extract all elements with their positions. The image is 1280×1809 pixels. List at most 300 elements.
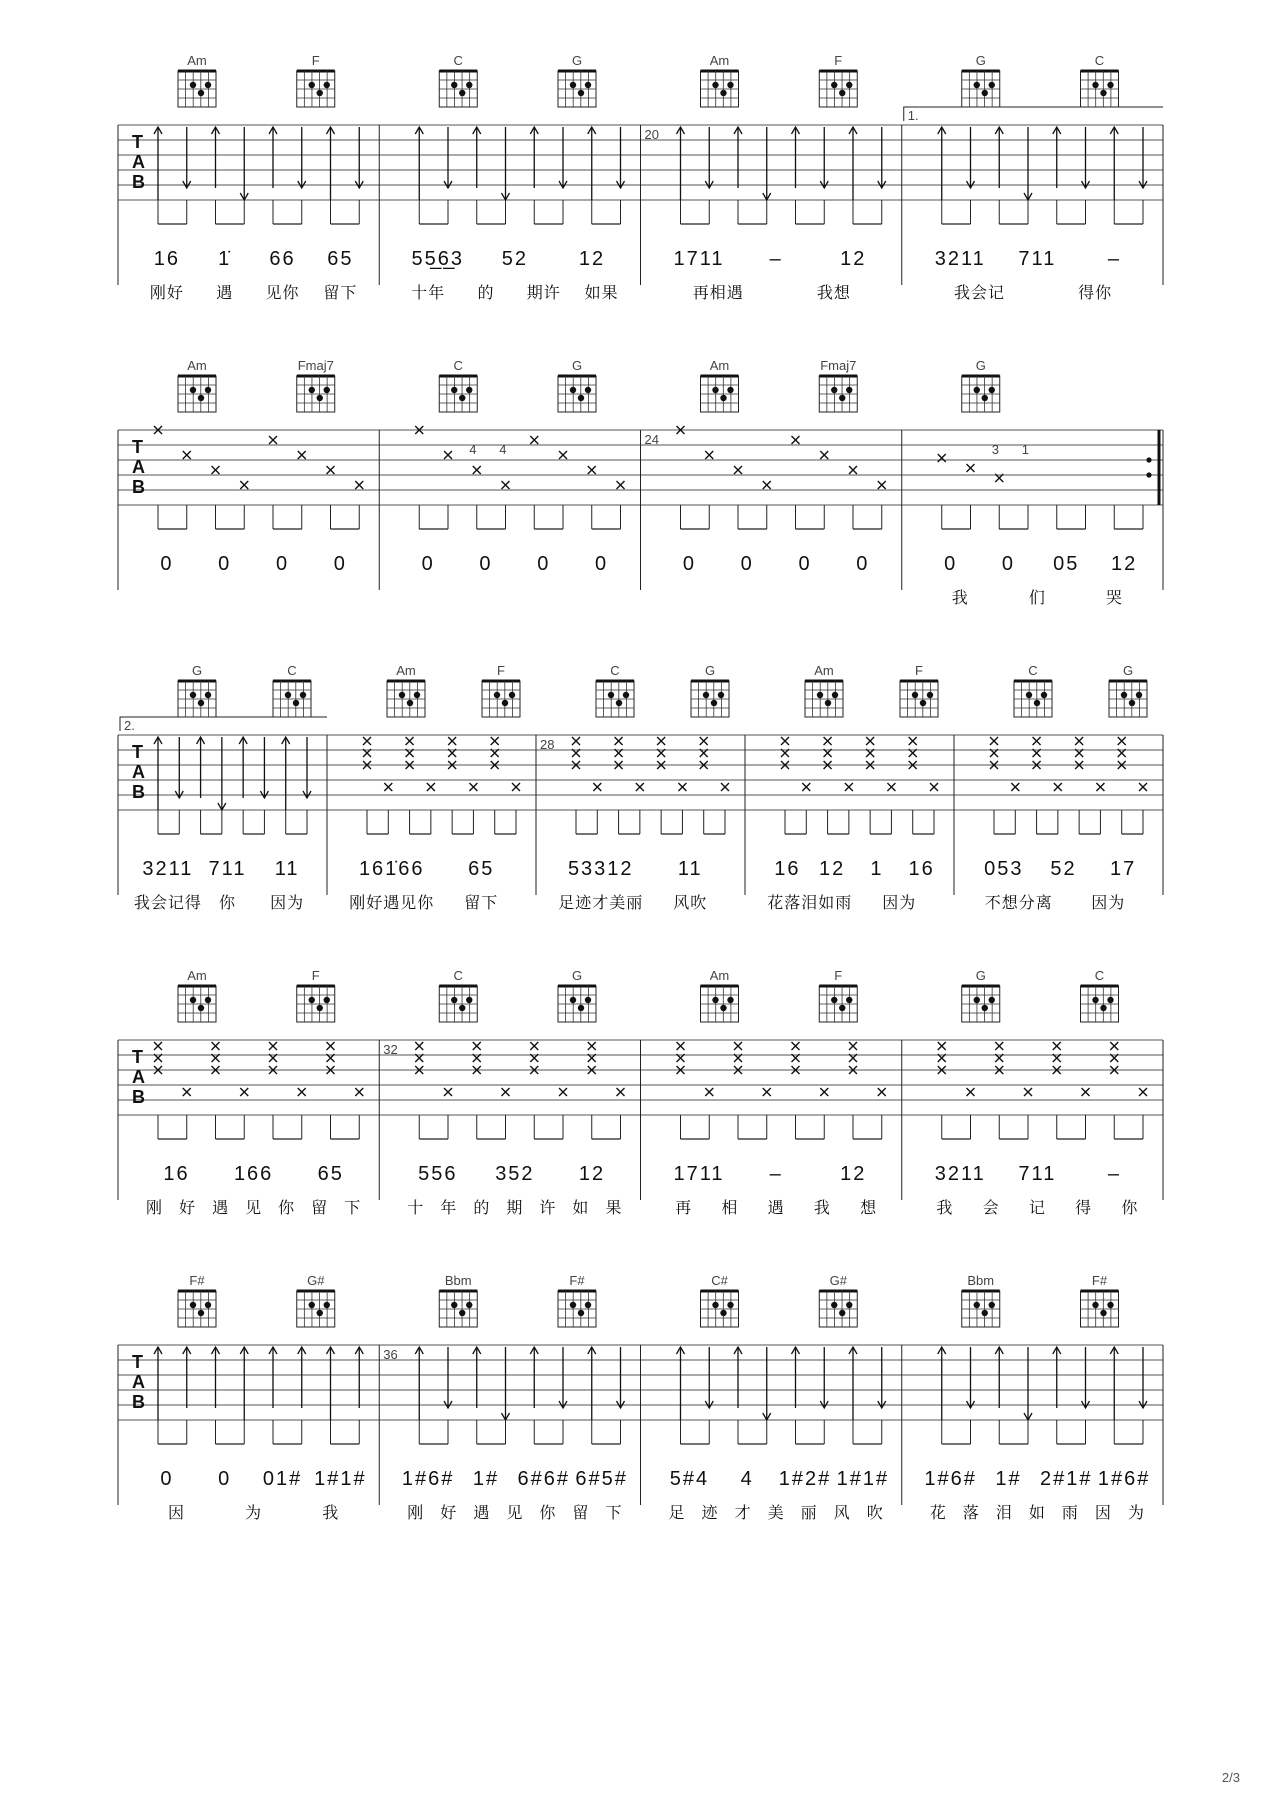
chord-dot bbox=[190, 1302, 196, 1308]
notation-group: 0 bbox=[160, 553, 174, 575]
pick-mark bbox=[588, 466, 596, 474]
chord-dot bbox=[324, 387, 330, 393]
chord-dot bbox=[1136, 692, 1142, 698]
mute-mark bbox=[849, 1042, 857, 1050]
mute-mark bbox=[1118, 737, 1126, 745]
chord-name: Am bbox=[187, 968, 207, 983]
chord-dot bbox=[912, 692, 918, 698]
notation-group: 0 bbox=[856, 553, 870, 575]
chord-dot bbox=[982, 395, 988, 401]
notation-group: 0 bbox=[333, 553, 347, 575]
chord-diagram bbox=[596, 681, 634, 717]
chord-dot bbox=[1107, 1302, 1113, 1308]
notation-group: 65 bbox=[468, 858, 495, 880]
tab-clef-letter: T bbox=[132, 1047, 143, 1067]
lyric: 因为 bbox=[1091, 895, 1126, 912]
notation-group: 1 bbox=[870, 858, 884, 880]
notation-group: 1#6# bbox=[1097, 1468, 1151, 1490]
mute-mark bbox=[572, 737, 580, 745]
chord-dot bbox=[309, 997, 315, 1003]
lyric: 迹 bbox=[701, 1505, 719, 1522]
mute-mark bbox=[930, 783, 938, 791]
chord-name: G bbox=[1122, 663, 1134, 678]
chord-diagram bbox=[297, 1291, 335, 1327]
chord-dot bbox=[317, 90, 323, 96]
mute-mark bbox=[593, 783, 601, 791]
lyric: 哭 bbox=[1105, 590, 1123, 607]
mute-mark bbox=[657, 737, 665, 745]
lyric: 下 bbox=[605, 1505, 623, 1522]
lyric: 不想分离 bbox=[984, 895, 1053, 912]
lyric: 风 bbox=[833, 1505, 851, 1522]
chord-dot bbox=[578, 1310, 584, 1316]
chord-name: C bbox=[453, 358, 463, 373]
mute-mark bbox=[636, 783, 644, 791]
chord-diagram bbox=[819, 986, 857, 1022]
chord-dot bbox=[727, 1302, 733, 1308]
mute-mark bbox=[1139, 1088, 1147, 1096]
notation-group: 65 bbox=[327, 248, 354, 270]
chord-dot bbox=[1041, 692, 1047, 698]
chord-dot bbox=[711, 700, 717, 706]
chord-dot bbox=[712, 997, 718, 1003]
chord-dot bbox=[831, 997, 837, 1003]
chord-name: Am bbox=[709, 358, 730, 373]
chord-diagram bbox=[701, 71, 739, 107]
lyric: 期 bbox=[506, 1200, 524, 1217]
chord-dot bbox=[846, 387, 852, 393]
notation-group: 161̇66 bbox=[358, 858, 425, 880]
chord-dot bbox=[466, 997, 472, 1003]
lyric: 如 bbox=[1028, 1505, 1046, 1522]
chord-diagram bbox=[558, 71, 596, 107]
chord-dot bbox=[451, 997, 457, 1003]
lyric: 许 bbox=[539, 1200, 557, 1217]
chord-name: Am bbox=[709, 968, 730, 983]
mute-mark bbox=[183, 1088, 191, 1096]
chord-dot bbox=[570, 997, 576, 1003]
mute-mark bbox=[240, 1088, 248, 1096]
chord-dot bbox=[974, 997, 980, 1003]
lyric: 风吹 bbox=[673, 895, 708, 912]
mute-mark bbox=[269, 1042, 277, 1050]
notation-group: 6#6# bbox=[517, 1468, 571, 1490]
mute-mark bbox=[938, 1042, 946, 1050]
chord-dot bbox=[324, 82, 330, 88]
chord-name: C bbox=[453, 968, 463, 983]
chord-name: Bbm bbox=[444, 1273, 472, 1288]
chord-dot bbox=[1121, 692, 1127, 698]
notation-group: 711 bbox=[1018, 248, 1057, 270]
chord-dot bbox=[720, 1005, 726, 1011]
chord-diagram bbox=[962, 71, 1000, 107]
chord-name: Am bbox=[396, 663, 416, 678]
chord-dot bbox=[451, 82, 457, 88]
notation-group: 01# bbox=[262, 1468, 303, 1490]
chord-dot bbox=[974, 1302, 980, 1308]
lyric: 为 bbox=[1127, 1505, 1145, 1522]
notation-group: 55̲6̲3 bbox=[411, 248, 465, 270]
mute-mark bbox=[363, 737, 371, 745]
chord-dot bbox=[1129, 700, 1135, 706]
notation-group: 1#2# bbox=[778, 1468, 832, 1490]
mute-mark bbox=[559, 1088, 567, 1096]
notation-group: 2#1# bbox=[1040, 1468, 1093, 1490]
lyric: 遇 bbox=[212, 1200, 230, 1217]
chord-diagram bbox=[819, 1291, 857, 1327]
pick-mark bbox=[820, 451, 828, 459]
chord-dot bbox=[578, 395, 584, 401]
lyric: 如 bbox=[572, 1200, 590, 1217]
chord-diagram bbox=[439, 1291, 477, 1327]
chord-name: C# bbox=[711, 1273, 728, 1288]
chord-diagram bbox=[1081, 1291, 1119, 1327]
mute-mark bbox=[677, 1042, 685, 1050]
notation-group: 1# bbox=[995, 1468, 1022, 1490]
notation-group: 1#1# bbox=[314, 1468, 367, 1490]
chord-diagram bbox=[1081, 986, 1119, 1022]
chord-name: C bbox=[1094, 968, 1105, 983]
lyric: 留 bbox=[572, 1505, 590, 1522]
pick-mark bbox=[938, 454, 946, 462]
mute-mark bbox=[1139, 783, 1147, 791]
chord-name: G bbox=[571, 968, 583, 983]
notation-group: 0 bbox=[537, 553, 551, 575]
lyric: 我 bbox=[813, 1200, 831, 1217]
chord-dot bbox=[989, 1302, 995, 1308]
pick-mark bbox=[763, 481, 771, 489]
lyric: 好 bbox=[440, 1505, 458, 1522]
notation-group: 1̇ bbox=[218, 248, 232, 270]
chord-dot bbox=[494, 692, 500, 698]
mute-mark bbox=[444, 1088, 452, 1096]
chord-dot bbox=[831, 1302, 837, 1308]
chord-dot bbox=[205, 997, 211, 1003]
notation-group: 0 bbox=[798, 553, 812, 575]
tab-clef-letter: T bbox=[132, 1352, 143, 1372]
chord-diagram bbox=[1014, 681, 1052, 717]
notation-group: 0 bbox=[682, 553, 696, 575]
chord-dot bbox=[727, 387, 733, 393]
notation-group: 12 bbox=[840, 248, 867, 270]
mute-mark bbox=[781, 737, 789, 745]
chord-diagram bbox=[297, 986, 335, 1022]
mute-mark bbox=[824, 737, 832, 745]
notation-group: 0 bbox=[218, 553, 232, 575]
lyric: 留下 bbox=[323, 285, 358, 302]
lyric: 遇 bbox=[767, 1200, 785, 1217]
notation-group: 1711 bbox=[673, 248, 725, 270]
notation-group: 3211 bbox=[934, 1163, 986, 1185]
chord-diagram bbox=[1109, 681, 1147, 717]
chord-dot bbox=[459, 1310, 465, 1316]
notation-group: 166 bbox=[233, 1163, 274, 1185]
chord-dot bbox=[198, 1310, 204, 1316]
chord-dot bbox=[831, 387, 837, 393]
chord-diagram bbox=[178, 1291, 216, 1327]
lyric: 留 bbox=[311, 1200, 329, 1217]
lyric: 因 bbox=[168, 1505, 186, 1522]
mute-mark bbox=[866, 737, 874, 745]
chord-diagram bbox=[297, 71, 335, 107]
chord-dot bbox=[198, 395, 204, 401]
mute-mark bbox=[1053, 1042, 1061, 1050]
lyric: 我会记 bbox=[954, 285, 1006, 302]
notation-group: 0 bbox=[275, 553, 290, 575]
chord-dot bbox=[502, 700, 508, 706]
lyric: 见 bbox=[506, 1505, 524, 1522]
lyric: 吹 bbox=[866, 1505, 884, 1522]
mute-mark bbox=[298, 1088, 306, 1096]
mute-mark bbox=[1033, 737, 1041, 745]
chord-name: G# bbox=[307, 1273, 325, 1288]
pick-mark bbox=[298, 451, 306, 459]
notation-group: 12 bbox=[578, 1163, 606, 1185]
lyric: 花 bbox=[929, 1505, 947, 1522]
mute-mark bbox=[909, 737, 917, 745]
lyric: 足 bbox=[668, 1505, 686, 1522]
mute-mark bbox=[530, 1042, 538, 1050]
pick-mark bbox=[240, 481, 248, 489]
mute-mark bbox=[617, 1088, 625, 1096]
lyric: 刚 bbox=[407, 1505, 425, 1522]
chord-dot bbox=[198, 700, 204, 706]
notation-group: 11 bbox=[677, 858, 703, 880]
lyric: 会 bbox=[982, 1200, 1000, 1217]
chord-dot bbox=[317, 1005, 323, 1011]
chord-dot bbox=[466, 1302, 472, 1308]
notation-group: 12 bbox=[578, 248, 606, 270]
notation-group: 3211 bbox=[934, 248, 986, 270]
measure-number: 24 bbox=[644, 432, 659, 447]
notation-group: 16 bbox=[153, 248, 181, 270]
volta-label: 2. bbox=[124, 718, 135, 733]
chord-dot bbox=[720, 1310, 726, 1316]
chord-name: Am bbox=[814, 663, 834, 678]
chord-dot bbox=[1107, 82, 1113, 88]
notation-group: 0 bbox=[595, 553, 609, 575]
tab-clef-letter: A bbox=[132, 1372, 145, 1392]
mute-mark bbox=[721, 783, 729, 791]
notation-group: 52 bbox=[1050, 858, 1077, 880]
mute-mark bbox=[1054, 783, 1062, 791]
chord-dot bbox=[570, 82, 576, 88]
mute-mark bbox=[1075, 737, 1083, 745]
lyric: 再 bbox=[675, 1200, 693, 1217]
chord-dot bbox=[309, 82, 315, 88]
notation-group: 12 bbox=[819, 858, 846, 880]
chord-name: G bbox=[571, 358, 583, 373]
chord-dot bbox=[839, 1005, 845, 1011]
pick-mark bbox=[617, 481, 625, 489]
notation-group: 66 bbox=[269, 248, 296, 270]
measure-number: 36 bbox=[383, 1347, 398, 1362]
chord-diagram bbox=[558, 986, 596, 1022]
mute-mark bbox=[448, 737, 456, 745]
mute-mark bbox=[845, 783, 853, 791]
chord-dot bbox=[616, 700, 622, 706]
notation-group: 1#6# bbox=[401, 1468, 455, 1490]
chord-dot bbox=[927, 692, 933, 698]
mute-mark bbox=[990, 737, 998, 745]
chord-dot bbox=[989, 387, 995, 393]
chord-name: G bbox=[975, 968, 986, 983]
chord-diagram bbox=[805, 681, 843, 717]
repeat-dot bbox=[1146, 472, 1151, 477]
chord-dot bbox=[712, 1302, 718, 1308]
chord-name: Fmaj7 bbox=[820, 358, 857, 373]
notation-group: 1711 bbox=[673, 1163, 725, 1185]
pick-mark bbox=[212, 466, 220, 474]
lyric: 们 bbox=[1028, 590, 1046, 607]
lyric: 足迹才美丽 bbox=[558, 895, 644, 912]
notation-group: 16 bbox=[163, 1163, 190, 1185]
chord-diagram bbox=[273, 681, 311, 717]
mute-mark bbox=[427, 783, 435, 791]
chord-dot bbox=[846, 1302, 852, 1308]
lyric: 我想 bbox=[816, 285, 851, 302]
chord-diagram bbox=[439, 71, 477, 107]
chord-dot bbox=[578, 1005, 584, 1011]
lyric: 的 bbox=[473, 1200, 491, 1217]
chord-name: F bbox=[834, 53, 843, 68]
chord-dot bbox=[190, 692, 196, 698]
tab-clef-letter: B bbox=[132, 172, 145, 192]
chord-name: G bbox=[704, 663, 716, 678]
pick-mark bbox=[705, 451, 713, 459]
chord-dot bbox=[1107, 997, 1113, 1003]
mute-mark bbox=[491, 737, 499, 745]
notation-group: 1# bbox=[472, 1468, 500, 1490]
chord-dot bbox=[989, 82, 995, 88]
chord-dot bbox=[309, 387, 315, 393]
chord-dot bbox=[324, 997, 330, 1003]
lyric: 十 bbox=[407, 1200, 425, 1217]
mute-mark bbox=[1011, 783, 1019, 791]
chord-name: F# bbox=[189, 1273, 205, 1288]
chord-dot bbox=[324, 1302, 330, 1308]
chord-dot bbox=[205, 1302, 211, 1308]
chord-dot bbox=[712, 82, 718, 88]
mute-mark bbox=[792, 1042, 800, 1050]
lyric: 落 bbox=[962, 1505, 980, 1522]
volta-bracket bbox=[904, 107, 1163, 121]
chord-dot bbox=[1092, 82, 1098, 88]
chord-dot bbox=[974, 82, 980, 88]
mute-mark bbox=[887, 783, 895, 791]
chord-dot bbox=[414, 692, 420, 698]
mute-mark bbox=[1024, 1088, 1032, 1096]
chord-dot bbox=[459, 90, 465, 96]
repeat-dot bbox=[1146, 457, 1151, 462]
chord-name: G bbox=[571, 53, 583, 68]
chord-diagram bbox=[178, 681, 216, 717]
chord-dot bbox=[825, 700, 831, 706]
chord-diagram bbox=[962, 986, 1000, 1022]
lyric: 十年 bbox=[411, 285, 446, 302]
lyric: 我 bbox=[322, 1505, 340, 1522]
chord-dot bbox=[982, 1310, 988, 1316]
pick-mark bbox=[183, 451, 191, 459]
chord-dot bbox=[585, 1302, 591, 1308]
mute-mark bbox=[820, 1088, 828, 1096]
fret-number: 3 bbox=[991, 442, 999, 457]
volta-bracket bbox=[120, 717, 327, 731]
chord-name: G bbox=[975, 358, 986, 373]
chord-dot bbox=[570, 387, 576, 393]
chord-dot bbox=[578, 90, 584, 96]
chord-dot bbox=[1092, 1302, 1098, 1308]
notation-group: 53312 bbox=[567, 858, 634, 880]
lyric: 遇 bbox=[473, 1505, 491, 1522]
notation-group: 352 bbox=[495, 1163, 535, 1185]
chord-dot bbox=[831, 82, 837, 88]
lyric: 花落泪如雨 bbox=[767, 895, 853, 912]
pick-mark bbox=[355, 481, 363, 489]
measure-number: 28 bbox=[540, 737, 555, 752]
chord-dot bbox=[832, 692, 838, 698]
chord-dot bbox=[1034, 700, 1040, 706]
lyric: 丽 bbox=[800, 1505, 818, 1522]
chord-dot bbox=[570, 1302, 576, 1308]
chord-name: F# bbox=[569, 1273, 585, 1288]
mute-mark bbox=[588, 1042, 596, 1050]
lyric: 你 bbox=[218, 895, 237, 912]
chord-diagram bbox=[962, 1291, 1000, 1327]
chord-dot bbox=[205, 692, 211, 698]
notation-group: – bbox=[1107, 248, 1122, 270]
notation-group: 16 bbox=[774, 858, 801, 880]
notation-group: 6#5# bbox=[575, 1468, 628, 1490]
notation-group: 4 bbox=[740, 1468, 754, 1490]
chord-dot bbox=[451, 1302, 457, 1308]
chord-dot bbox=[982, 1005, 988, 1011]
chord-dot bbox=[293, 700, 299, 706]
chord-diagram bbox=[1081, 71, 1119, 107]
tab-clef-letter: A bbox=[132, 762, 145, 782]
chord-name: Am bbox=[709, 53, 730, 68]
lyric: 年 bbox=[440, 1200, 458, 1217]
chord-name: G bbox=[191, 663, 203, 678]
chord-name: F bbox=[915, 663, 923, 678]
chord-diagram bbox=[178, 376, 216, 412]
mute-mark bbox=[154, 1042, 162, 1050]
mute-mark bbox=[327, 1042, 335, 1050]
chord-name: F bbox=[311, 53, 320, 68]
chord-dot bbox=[839, 395, 845, 401]
lyric: 美 bbox=[767, 1505, 785, 1522]
lyric: 刚 bbox=[146, 1200, 164, 1217]
chord-name: F# bbox=[1091, 1273, 1108, 1288]
lyric: 的 bbox=[477, 285, 495, 302]
lyric: 为 bbox=[245, 1505, 263, 1522]
mute-mark bbox=[700, 737, 708, 745]
pick-mark bbox=[734, 466, 742, 474]
chord-diagram bbox=[558, 376, 596, 412]
chord-diagram bbox=[701, 376, 739, 412]
chord-dot bbox=[1092, 997, 1098, 1003]
mute-mark bbox=[469, 783, 477, 791]
chord-name: F bbox=[834, 968, 843, 983]
chord-dot bbox=[727, 82, 733, 88]
notation-group: 711 bbox=[208, 858, 247, 880]
notation-group: 711 bbox=[1018, 1163, 1057, 1185]
lyric: 刚好遇见你 bbox=[349, 895, 435, 912]
lyric: 我会记得 bbox=[133, 895, 202, 912]
chord-dot bbox=[982, 90, 988, 96]
lyric: 你 bbox=[278, 1200, 296, 1217]
chord-diagram bbox=[558, 1291, 596, 1327]
